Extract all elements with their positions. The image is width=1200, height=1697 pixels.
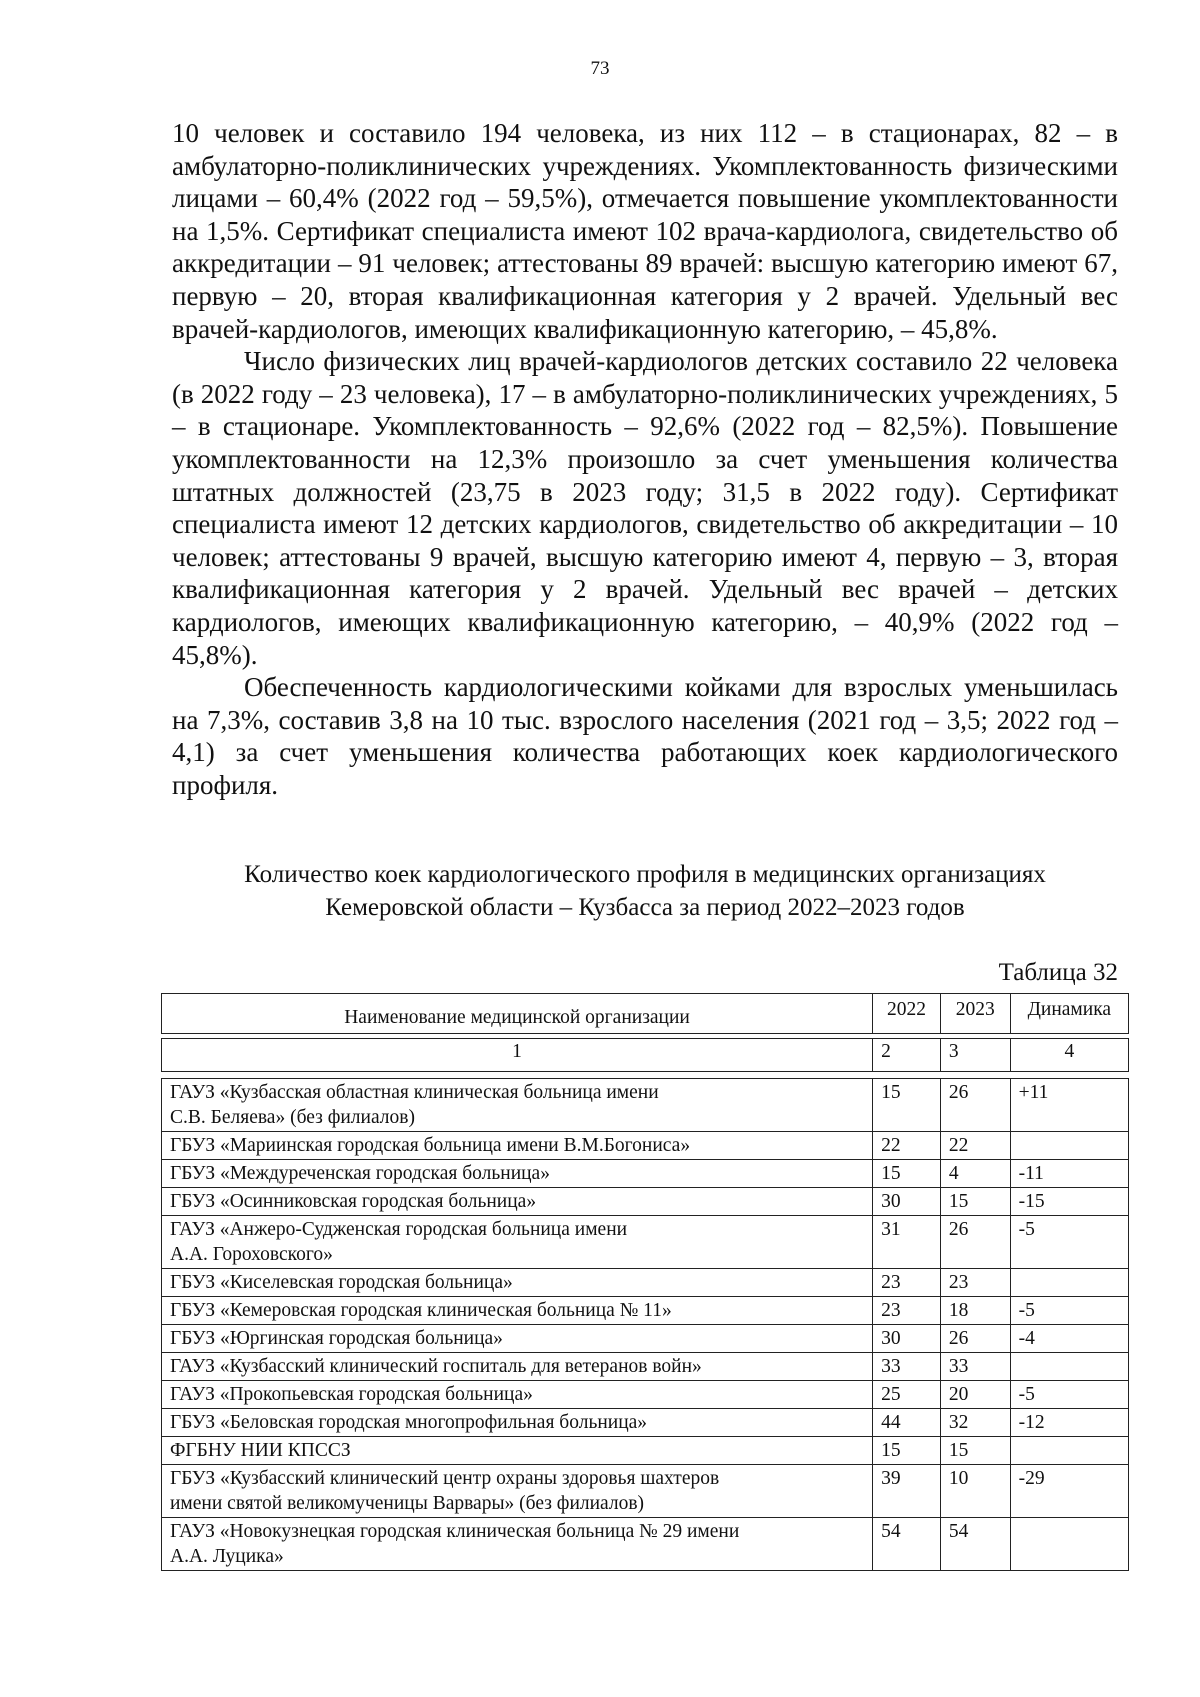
- cell-dynamics: [1010, 1353, 1128, 1381]
- cell-org-name: [162, 1465, 873, 1518]
- cell-2022: 15: [873, 1079, 941, 1132]
- org-name-line: ГАУЗ «Анжеро-Судженская городская больница имени: [170, 1219, 628, 1240]
- paragraph: 10 человек и составило 194 человека, из них 112 – в стационарах, 82 – в амбулаторно-поликлинических учреждениях. Укомплектованность физическими лицами – 60,4% (2022 год – 59,5%), отмечается повышение укомплектованности на 1,5%. Сертификат специалиста имеют 102 врача-кардиолога, свидетельство об аккредитации – 91 человек; аттестованы 89 врачей: высшую категорию имеют 67, первую – 20, вторая квалификационная категория у 2 врачей. Удельный вес врачей-кардиологов, имеющих квалификационную категорию, – 45,8%.: [172, 118, 1118, 344]
- org-name-line: А.А. Гороховского»: [170, 1244, 333, 1265]
- cell-org-name: [162, 1518, 873, 1571]
- cell-dynamics: -5: [1010, 1297, 1128, 1325]
- table-row: [162, 1216, 1129, 1269]
- table-row: [162, 1353, 1129, 1381]
- cell-2022: 33: [873, 1353, 941, 1381]
- org-name-line: ГБУЗ «Кузбасский клинический центр охраны здоровья шахтеров: [170, 1468, 720, 1489]
- cell-2023: 26: [940, 1325, 1010, 1353]
- cell-2023: 23: [940, 1269, 1010, 1297]
- cell-dynamics: [1010, 1132, 1128, 1160]
- org-name-line: ГАУЗ «Кузбасский клинический госпиталь для ветеранов войн»: [170, 1356, 702, 1377]
- cell-org-name: [162, 1216, 873, 1269]
- table-row: [162, 1437, 1129, 1465]
- cell-2022: 54: [873, 1518, 941, 1571]
- org-name-line: А.А. Луцика»: [170, 1546, 284, 1567]
- org-name-line: имени святой великомученицы Варвары» (без филиалов): [170, 1493, 645, 1514]
- cell-org-name: [162, 1437, 873, 1465]
- cell-2023: 33: [940, 1353, 1010, 1381]
- column-number: 3: [940, 1039, 1010, 1072]
- page-number: 73: [590, 58, 610, 79]
- table-row: [162, 1079, 1129, 1132]
- table-row: [162, 1325, 1129, 1353]
- cell-dynamics: -11: [1010, 1160, 1128, 1188]
- beds-table: [161, 993, 1129, 1571]
- table-title-line: Кемеровской области – Кузбасса за период 2022–2023 годов: [325, 894, 965, 921]
- table-row: [162, 1381, 1129, 1409]
- cell-2022: 15: [873, 1437, 941, 1465]
- cell-2022: 23: [873, 1269, 941, 1297]
- table-body: [162, 994, 1129, 1571]
- table-row: [162, 1269, 1129, 1297]
- cell-2022: 15: [873, 1160, 941, 1188]
- header-org-name: Наименование медицинской организации: [162, 994, 873, 1034]
- cell-2023: 15: [940, 1437, 1010, 1465]
- column-number: 4: [1010, 1039, 1128, 1072]
- cell-2022: 44: [873, 1409, 941, 1437]
- org-name-line: ГБУЗ «Осинниковская городская больница»: [170, 1191, 537, 1212]
- org-name-line: ГБУЗ «Юргинская городская больница»: [170, 1328, 503, 1349]
- table-title: [150, 858, 1140, 924]
- cell-dynamics: [1010, 1518, 1128, 1571]
- cell-dynamics: [1010, 1437, 1128, 1465]
- cell-org-name: [162, 1353, 873, 1381]
- header-dynamics: Динамика: [1010, 994, 1128, 1034]
- cell-2023: 10: [940, 1465, 1010, 1518]
- header-2022: 2022: [873, 994, 941, 1034]
- header-2023: 2023: [940, 994, 1010, 1034]
- cell-2022: 39: [873, 1465, 941, 1518]
- column-number-row: [162, 1039, 1129, 1072]
- cell-dynamics: [1010, 1269, 1128, 1297]
- cell-2022: 25: [873, 1381, 941, 1409]
- org-name-line: ФГБНУ НИИ КПССЗ: [170, 1440, 351, 1461]
- paragraph: Число физических лиц врачей-кардиологов детских составило 22 человека (в 2022 году – 23 человека), 17 – в амбулаторно-поликлинических учреждениях, 5 – в стационаре. Укомплектованность – 92,6% (2022 год – 82,5%). Повышение укомплектованности на 12,3% произошло за счет уменьшения количества штатных должностей (23,75 в 2023 году; 31,5 в 2022 году). Сертификат специалиста имеют 12 детских кардиологов, свидетельство об аккредитации – 10 человек; аттестованы 9 врачей, высшую категорию имеют 4, первую – 3, вторая квалификационная категория у 2 врачей. Удельный вес врачей – детских кардиологов, имеющих квалификационную категорию, – 40,9% (2022 год – 45,8%).: [172, 346, 1118, 670]
- org-name-line: ГАУЗ «Новокузнецкая городская клиническая больница № 29 имени: [170, 1521, 740, 1542]
- table-row: [162, 1518, 1129, 1571]
- cell-org-name: [162, 1079, 873, 1132]
- cell-2023: 26: [940, 1216, 1010, 1269]
- cell-dynamics: -29: [1010, 1465, 1128, 1518]
- cell-dynamics: -5: [1010, 1216, 1128, 1269]
- org-name-line: ГБУЗ «Междуреченская городская больница»: [170, 1163, 550, 1184]
- cell-dynamics: -12: [1010, 1409, 1128, 1437]
- cell-2023: 32: [940, 1409, 1010, 1437]
- cell-dynamics: -15: [1010, 1188, 1128, 1216]
- table-header-row: [162, 994, 1129, 1034]
- org-name-line: ГБУЗ «Беловская городская многопрофильная больница»: [170, 1412, 648, 1433]
- cell-2022: 31: [873, 1216, 941, 1269]
- cell-2023: 4: [940, 1160, 1010, 1188]
- table-label: Таблица 32: [998, 959, 1118, 986]
- org-name-line: ГБУЗ «Киселевская городская больница»: [170, 1272, 513, 1293]
- cell-org-name: [162, 1132, 873, 1160]
- table-row: [162, 1160, 1129, 1188]
- cell-org-name: [162, 1269, 873, 1297]
- cell-org-name: [162, 1325, 873, 1353]
- cell-2022: 22: [873, 1132, 941, 1160]
- table-row: [162, 1409, 1129, 1437]
- table-title-line: Количество коек кардиологического профиля в медицинских организациях: [244, 861, 1046, 888]
- cell-2022: 23: [873, 1297, 941, 1325]
- cell-org-name: [162, 1297, 873, 1325]
- cell-dynamics: -5: [1010, 1381, 1128, 1409]
- cell-2023: 20: [940, 1381, 1010, 1409]
- table-row: [162, 1465, 1129, 1518]
- cell-2022: 30: [873, 1325, 941, 1353]
- org-name-line: С.В. Беляева» (без филиалов): [170, 1107, 415, 1128]
- cell-dynamics: -4: [1010, 1325, 1128, 1353]
- table-row: [162, 1132, 1129, 1160]
- column-number: 1: [162, 1039, 873, 1072]
- cell-2022: 30: [873, 1188, 941, 1216]
- cell-2023: 22: [940, 1132, 1010, 1160]
- body-text: [172, 117, 1118, 801]
- cell-2023: 15: [940, 1188, 1010, 1216]
- cell-org-name: [162, 1160, 873, 1188]
- paragraph: Обеспеченность кардиологическими койками для взрослых уменьшилась на 7,3%, составив 3,8 на 10 тыс. взрослого населения (2021 год – 3,5; 2022 год – 4,1) за счет уменьшения количества работающих коек кардиологического профиля.: [172, 672, 1118, 800]
- org-name-line: ГАУЗ «Прокопьевская городская больница»: [170, 1384, 533, 1405]
- cell-2023: 26: [940, 1079, 1010, 1132]
- cell-2023: 18: [940, 1297, 1010, 1325]
- column-number: 2: [873, 1039, 941, 1072]
- table-separator: [162, 1072, 1129, 1079]
- org-name-line: ГБУЗ «Мариинская городская больница имени В.М.Богониса»: [170, 1135, 691, 1156]
- cell-dynamics: +11: [1010, 1079, 1128, 1132]
- org-name-line: ГБУЗ «Кемеровская городская клиническая больница № 11»: [170, 1300, 672, 1321]
- cell-org-name: [162, 1381, 873, 1409]
- table-row: [162, 1188, 1129, 1216]
- cell-org-name: [162, 1188, 873, 1216]
- table-row: [162, 1297, 1129, 1325]
- cell-2023: 54: [940, 1518, 1010, 1571]
- org-name-line: ГАУЗ «Кузбасская областная клиническая больница имени: [170, 1082, 659, 1103]
- cell-org-name: [162, 1409, 873, 1437]
